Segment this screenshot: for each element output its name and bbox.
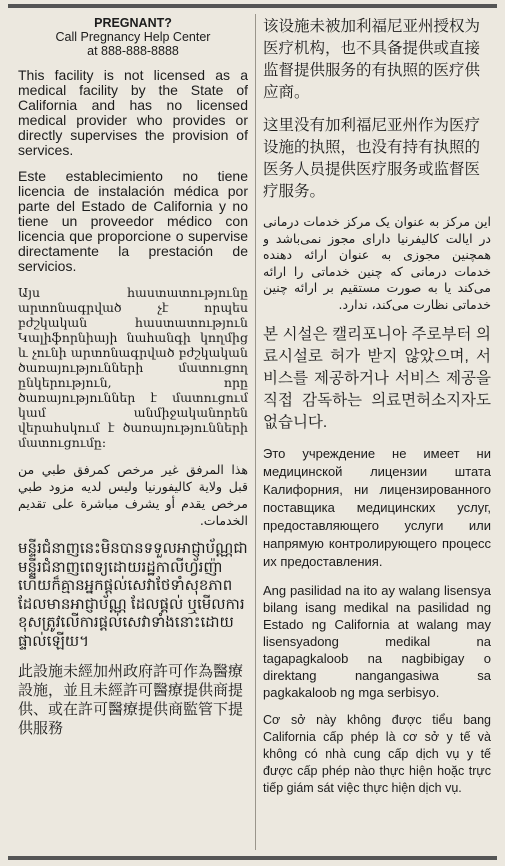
- right-column: [263, 16, 491, 850]
- notice-chinese-simplified-alt: 这里没有加利福尼亚州作为医疗设施的执照，也没有持有执照的医务人员提供医疗服务或监督医疗服务。: [263, 117, 481, 200]
- notice-header: [18, 16, 248, 58]
- header-phone-line: at 888-888-8888: [87, 44, 179, 58]
- notice-tagalog: Ang pasilidad na ito ay walang lisensya bilang isang medikal na pasilidad ng Estado ng California at walang may lisensyadong medikal na tagapagkaloob na nagbibigay o direktang nangangasiwa sa pagkakaloob ng mga serbisyo.: [263, 583, 491, 700]
- notice-vietnamese: Cơ sở này không được tiểu bang California cấp phép là cơ sở y tế và không có nhà cung cấp dịch vụ y tế được cấp phép nào thực hiện hoặc trực tiếp giám sát việc thực hiện dịch vụ.: [263, 713, 491, 795]
- notice-chinese-traditional: 此設施未經加州政府許可作為醫療設施，並且未經許可醫療提供商提供、或在許可醫療提供商監管下提供服務: [18, 663, 244, 737]
- notice-english: This facility is not licensed as a medical facility by the State of California and has no licensed medical provider who provides or directly supervises the provision of services.: [18, 67, 248, 158]
- column-divider: [255, 14, 256, 850]
- notice-chinese-simplified: 该设施未被加利福尼亚州授权为医疗机构，也不具备提供或直接监督提供服务的有执照的医疗供应商。: [263, 18, 481, 101]
- notice-korean: 본 시설은 캘리포니아 주로부터 의료시설로 허가 받지 않았으며, 서비스를 제공하거나 서비스 제공을 직접 감독하는 의료면허소지자도 없습니다.: [263, 326, 491, 431]
- notice-armenian: Այս հաստատությունը արտոնագրված չէ որպես բժշկական հաստատություն Կալիֆորնիայի նահանգի կողմից և չունի արտոնագրված բժշկական ծառայությունների մատուցող ընկերություն, որը ծառայություններ է մատուցում կամ անմիջականորեն վերահսկում է ծառայությունների մատուցումը։: [18, 285, 248, 450]
- notice-panel: [8, 4, 497, 860]
- notice-arabic: هذا المرفق غير مرخص كمرفق طبي من قبل ولاية كاليفورنيا وليس لديه مزود طبي مرخص يقدم أو يشرف مباشرة على تقديم الخدمات.: [18, 462, 248, 528]
- header-title: PREGNANT?: [94, 16, 172, 30]
- header-call-line: Call Pregnancy Help Center: [55, 30, 211, 44]
- notice-spanish: Este establecimiento no tiene licencia de instalación médica por parte del Estado de California y no tiene un proveedor médico con licencia que proporcione o supervise directamente la prestación de servicios.: [18, 168, 248, 274]
- left-column: [18, 16, 248, 850]
- notice-persian: این مرکز به عنوان یک مرکز خدمات درمانی در ایالت کالیفرنیا دارای مجوز نمی‌باشد و همچنین مجوزی به عنوان ارائه دهنده خدمات درمانی که چنین خدماتی را ارائه می‌کند یا به صورت مستقیم بر ارائه چنین خدماتی نظارت می‌کند، ندارد.: [263, 214, 491, 312]
- notice-russian: Это учреждение не имеет ни медицинской лицензии штата Калифорния, ни лицензированного поставщика медицинских услуг, предоставляющего услуги или напрямую контролирующего процесс их предоставления.: [263, 446, 491, 569]
- notice-khmer: មន្ទីរជំនាញនេះមិនបានទទួលអាជ្ញាប័ណ្ណជាមន្ទីរជំនាញពេទ្យដោយរដ្ឋកាលីហ្វ័រញ៉ា ហើយក៏គ្មានអ្នកផ្តល់សេវាថែទាំសុខភាពដែលមានអាជ្ញាប័ណ្ណ ដែលផ្តល់ ឬមើលការខុសត្រូវលើការផ្តល់សេវាទាំងនោះដោយផ្ទាល់ឡើយ។: [18, 540, 248, 650]
